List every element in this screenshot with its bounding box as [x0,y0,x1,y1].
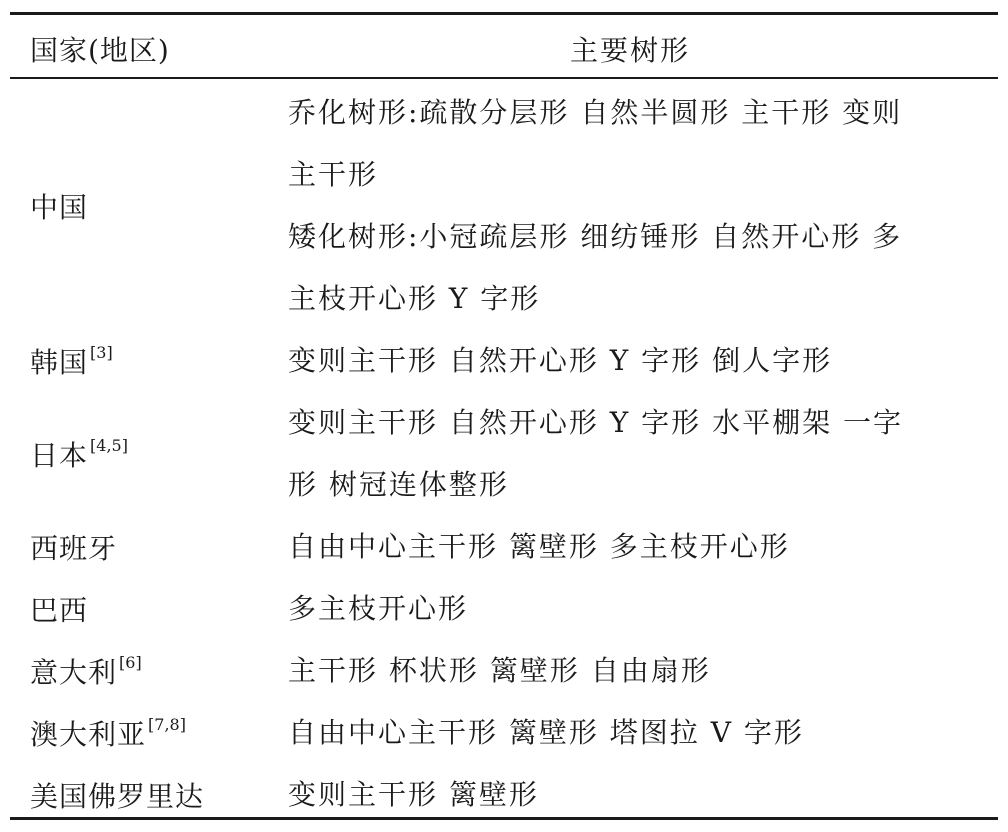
tree-shapes-line: 乔化树形:疏散分层形 自然半圆形 主干形 变则 [288,96,903,129]
tree-shapes-line: 变则主干形 自然开心形 Y 字形 倒人字形 [288,344,833,377]
tree-shapes-line: 矮化树形:小冠疏层形 细纺锤形 自然开心形 多 [288,220,903,253]
tree-shapes-line: 形 树冠连体整形 [288,468,509,501]
table-row-australia [10,702,998,764]
country-name: 西班牙 [30,532,118,565]
country-cell [10,775,270,815]
table-row-spain [10,516,998,578]
table-row-brazil [10,578,998,640]
country-cell [10,527,270,567]
tree-shapes-cell [270,82,998,330]
table-row-japan [10,392,998,516]
tree-shapes-line: 变则主干形 自然开心形 Y 字形 水平棚架 一字 [288,406,903,439]
tree-shapes-cell [270,640,998,702]
tree-shapes-cell [270,516,998,578]
table-header [10,15,998,77]
country-name: 巴西 [30,594,89,627]
country-name: 中国 [30,191,89,224]
tree-shapes-line: 主干形 杯状形 篱壁形 自由扇形 [288,654,711,687]
tree-shapes-line: 主枝开心形 Y 字形 [288,282,541,315]
citation-ref: [3] [90,343,113,362]
country-cell [10,341,270,381]
citation-ref: [6] [119,653,142,672]
country-name: 美国佛罗里达 [30,780,205,813]
table-header-rule [10,77,998,79]
tree-shapes-line: 主干形 [288,158,379,191]
table-row-italy [10,640,998,702]
tree-shapes-cell [270,702,998,764]
header-tree-shapes: 主要树形 [570,34,691,67]
tree-shapes-line: 自由中心主干形 篱壁形 塔图拉 V 字形 [288,716,804,749]
table-row-china [10,82,998,330]
country-name: 韩国 [30,346,89,379]
country-name: 意大利 [30,656,118,689]
table-bottom-rule [10,817,998,820]
table-row-korea [10,330,998,392]
country-name: 澳大利亚 [30,718,147,751]
tree-shapes-cell [270,578,998,640]
tree-shapes-line: 多主枝开心形 [288,592,469,625]
tree-shapes-cell [270,330,998,392]
country-cell [10,186,270,226]
citation-ref: [7,8] [148,715,186,734]
country-cell [10,434,270,474]
tree-shapes-line: 自由中心主干形 篱壁形 多主枝开心形 [288,530,790,563]
tree-shapes-cell [270,392,998,516]
country-name: 日本 [30,439,89,472]
table-body [10,82,998,817]
country-cell [10,713,270,753]
citation-ref: [4,5] [90,436,128,455]
tree-shapes-line: 变则主干形 篱壁形 [288,778,539,811]
country-cell [10,589,270,629]
country-cell [10,651,270,691]
header-country: 国家(地区) [30,34,170,67]
